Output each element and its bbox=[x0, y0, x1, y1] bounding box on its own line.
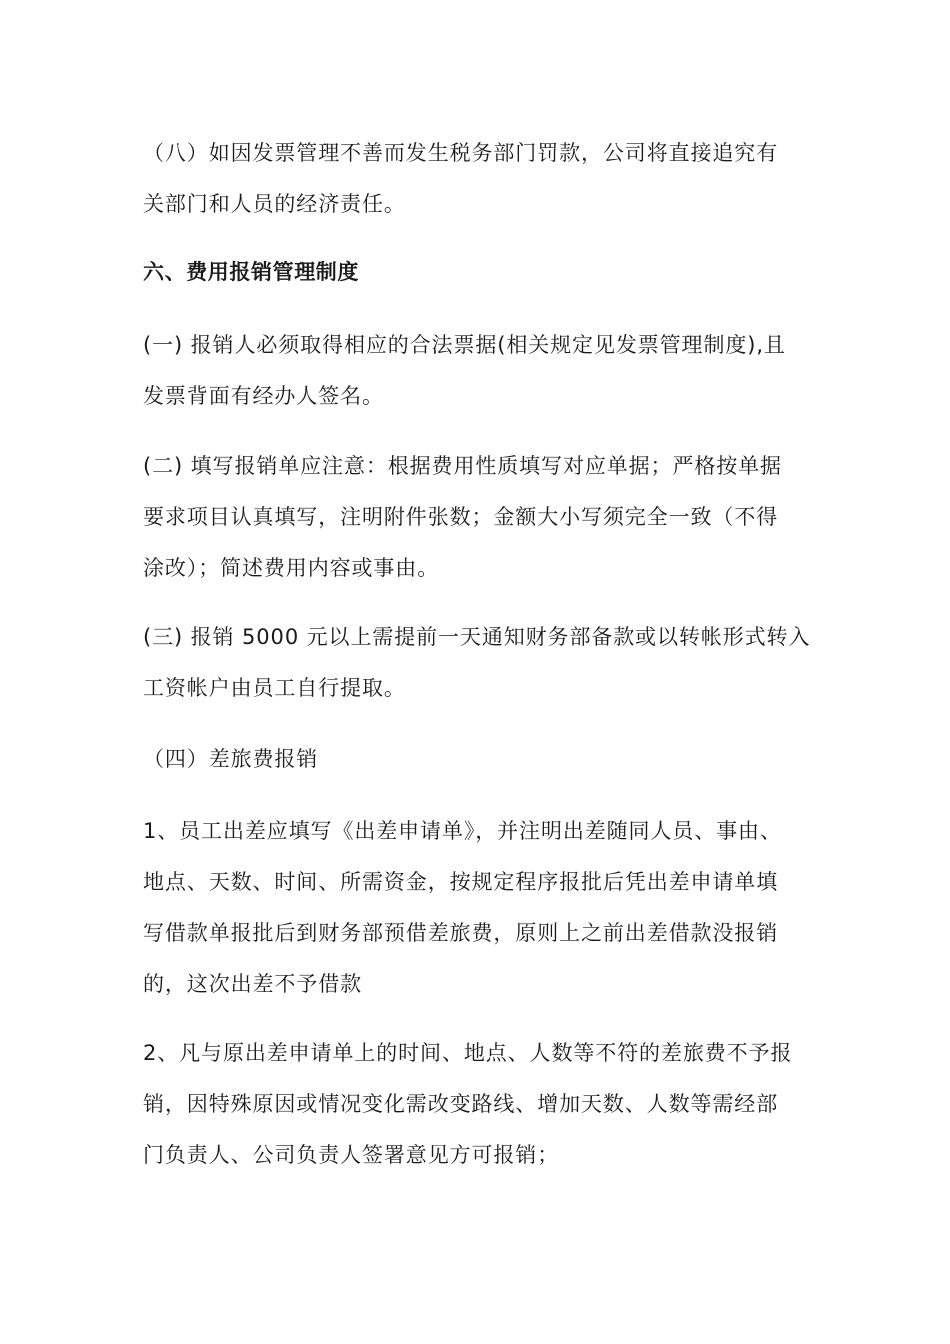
text-line: 工资帐户由员工自行提取。 bbox=[143, 676, 406, 700]
paragraph-item-2 bbox=[143, 441, 808, 594]
text-line: 要求项目认真填写，注明附件张数；金额大小写须完全一致（不得 bbox=[143, 505, 779, 529]
heading-text: 六、费用报销管理制度 bbox=[143, 260, 359, 284]
text-line: （四）差旅费报销 bbox=[143, 747, 319, 771]
text-line: (三) 报销 5000 元以上需提前一天通知财务部备款或以转帐形式转入 bbox=[143, 625, 811, 649]
paragraph-item-4-heading bbox=[143, 734, 808, 785]
text-line: 地点、天数、时间、所需资金，按规定程序报批后凭出差申请单填 bbox=[143, 870, 779, 894]
text-line: 涂改）；简述费用内容或事由。 bbox=[143, 556, 440, 580]
text-line: 2、凡与原出差申请单上的时间、地点、人数等不符的差旅费不予报 bbox=[143, 1041, 793, 1065]
text-line: 的，这次出差不予借款 bbox=[143, 972, 362, 996]
paragraph-rule-2 bbox=[143, 1028, 808, 1181]
text-line: 关部门和人员的经济责任。 bbox=[143, 192, 406, 216]
paragraph-item-1 bbox=[143, 320, 808, 422]
text-line: (一) 报销人必须取得相应的合法票据(相关规定见发票管理制度),且 bbox=[143, 333, 786, 357]
paragraph-item-3 bbox=[143, 612, 811, 714]
text-line: 销，因特殊原因或情况变化需改变路线、增加天数、人数等需经部 bbox=[143, 1092, 779, 1116]
paragraph-invoice-penalty bbox=[143, 128, 808, 230]
section-heading-expense-reimbursement bbox=[143, 247, 808, 298]
paragraph-rule-1 bbox=[143, 806, 808, 1010]
text-line: 门负责人、公司负责人签署意见方可报销； bbox=[143, 1143, 560, 1167]
text-line: 发票背面有经办人签名。 bbox=[143, 384, 384, 408]
text-line: 1、员工出差应填写《出差申请单》，并注明出差随同人员、事由、 bbox=[143, 819, 782, 843]
text-line: （八）如因发票管理不善而发生税务部门罚款，公司将直接追究有 bbox=[143, 141, 779, 165]
text-line: (二) 填写报销单应注意：根据费用性质填写对应单据；严格按单据 bbox=[143, 454, 782, 478]
text-line: 写借款单报批后到财务部预借差旅费，原则上之前出差借款没报销 bbox=[143, 921, 779, 945]
